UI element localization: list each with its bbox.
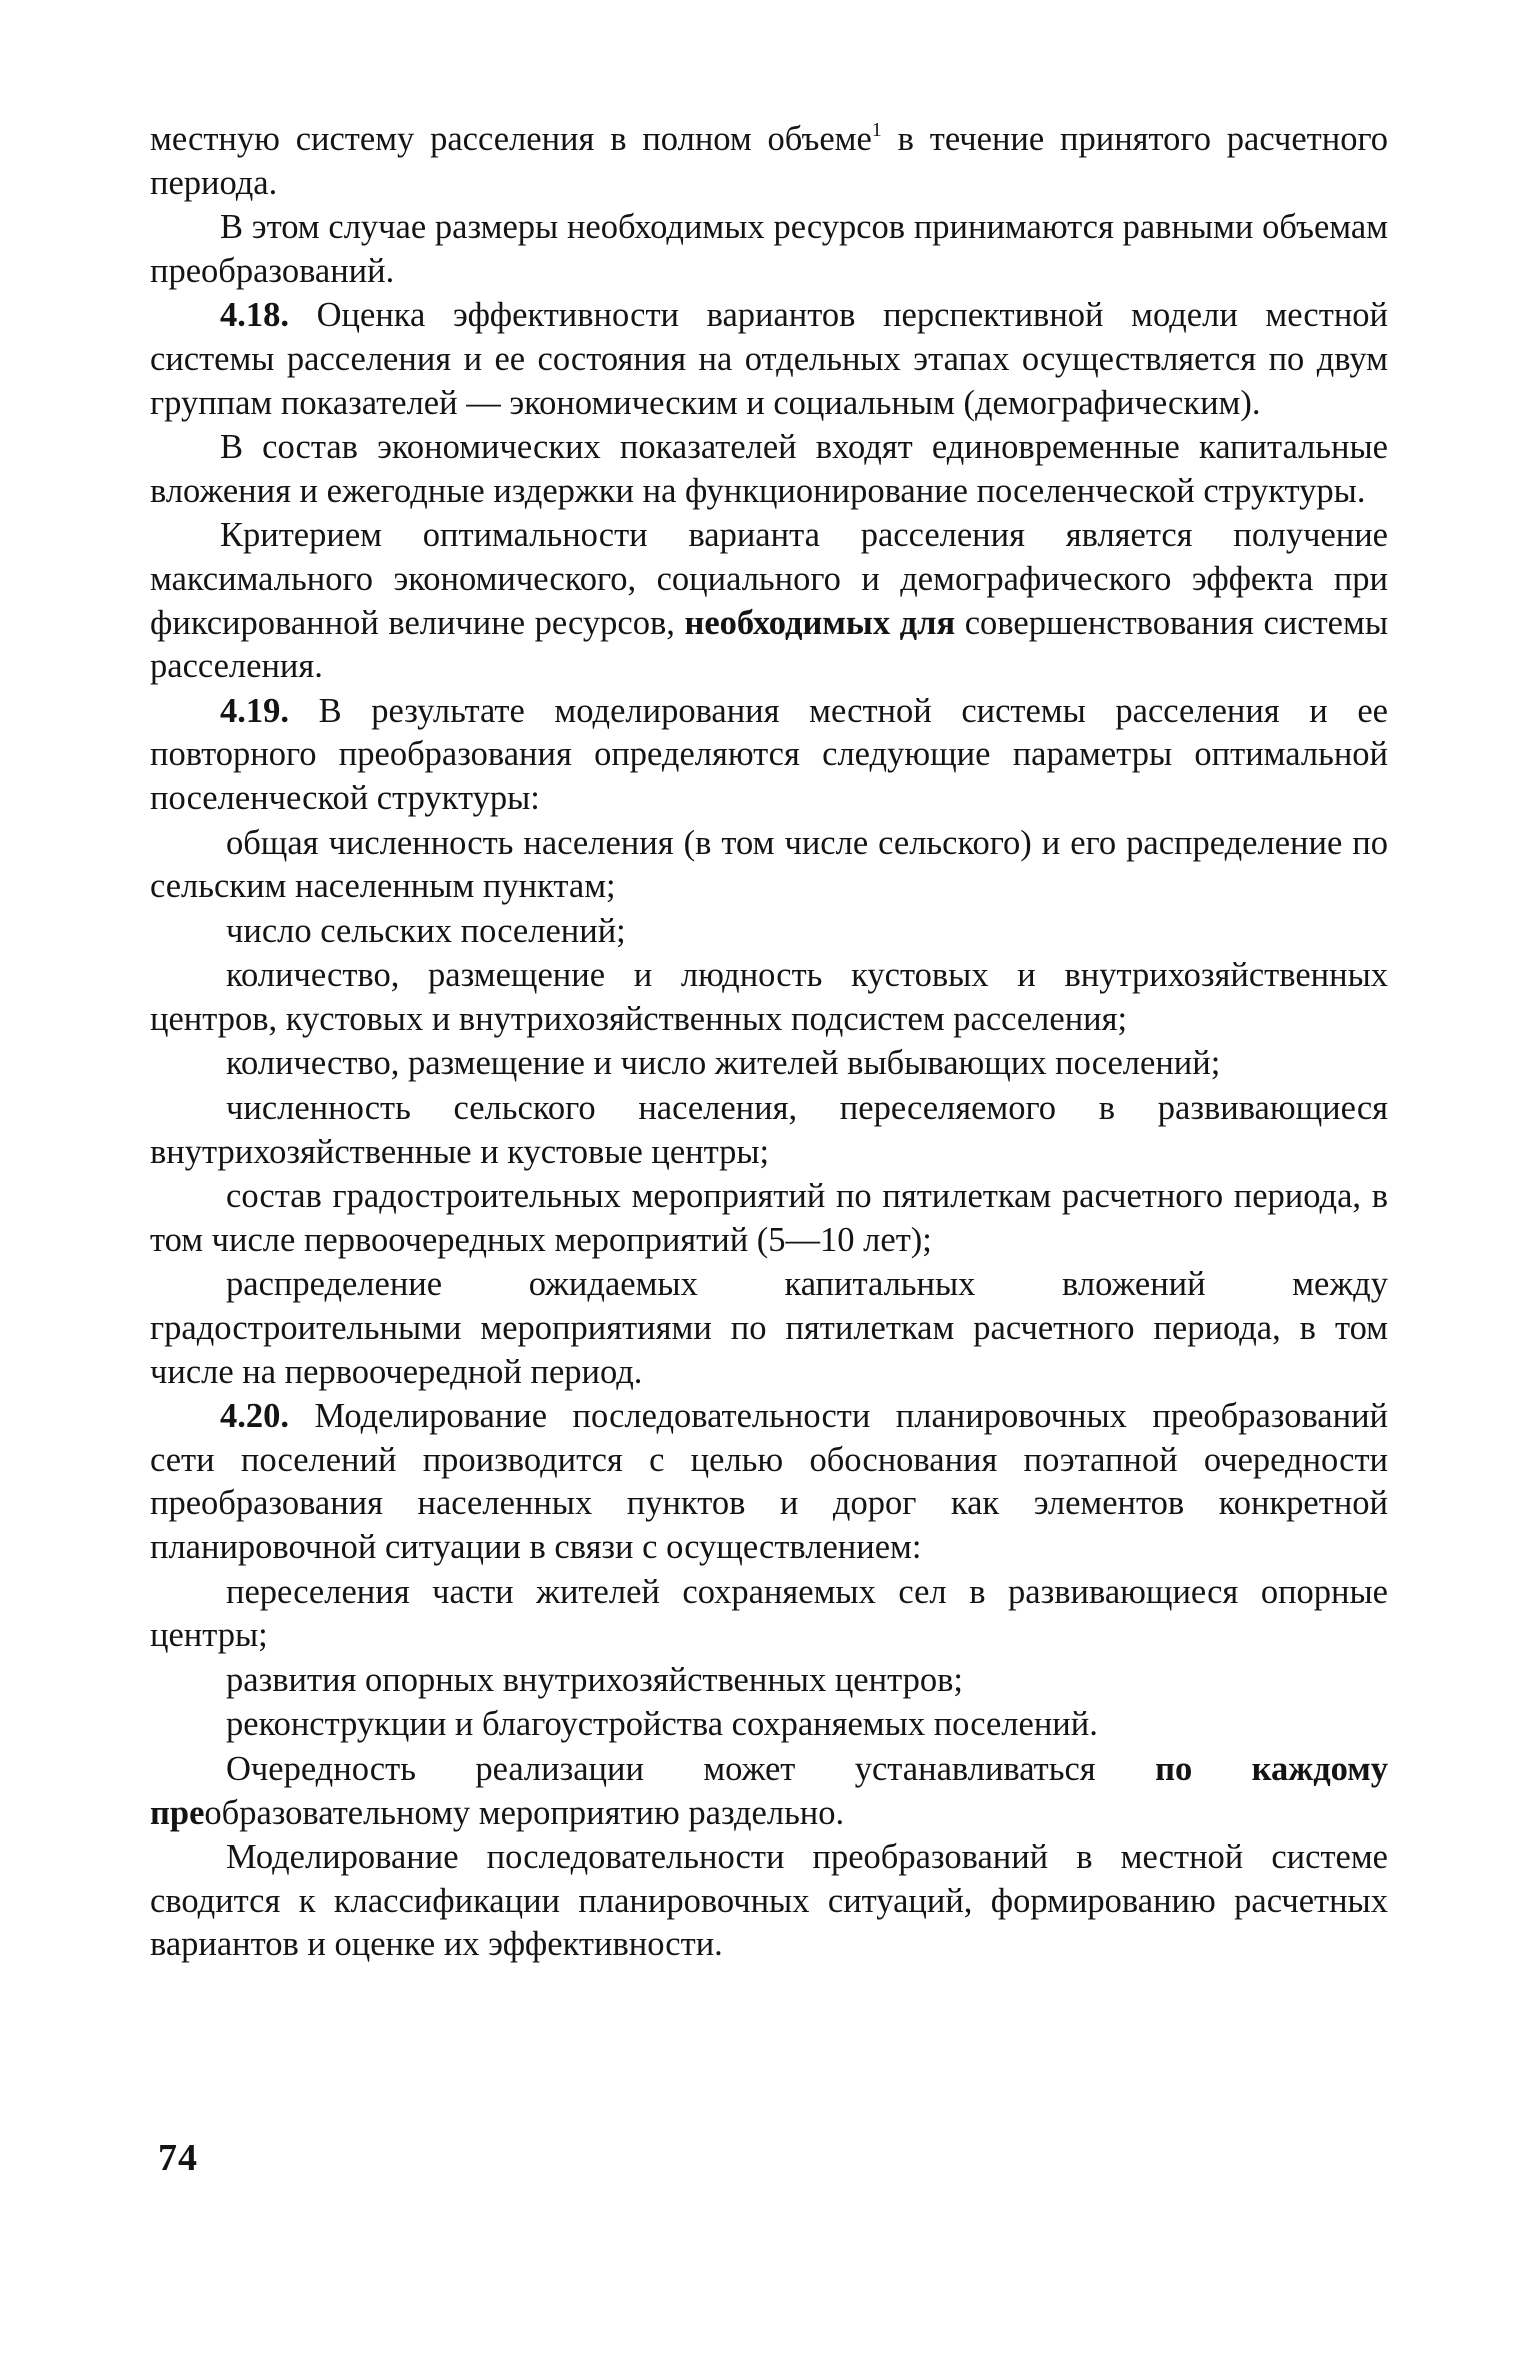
paragraph: переселения части жителей сохраняемых сел в развивающиеся опорные центры; (150, 1572, 1388, 1655)
paragraph: число сельских поселений; (226, 911, 626, 950)
paragraph: развития опорных внутрихозяйственных центров; (226, 1660, 963, 1699)
paragraph: численность сельского населения, переселяемого в развивающиеся внутрихозяйственные и кустовые центры; (150, 1089, 1388, 1171)
paragraph: общая численность населения (в том числе сельского) и его распределение по сельским населенным пунктам; (150, 823, 1388, 906)
paragraph: Критерием оптимальности варианта расселения является получение максимального экономического, социального и демографического эффекта при фиксированной величине ресурсов, необходимых для совершенствования системы расселения. (150, 516, 1388, 686)
paragraph: реконструкции и благоустройства сохраняемых поселений. (226, 1705, 1098, 1744)
paragraph: распределение ожидаемых капитальных вложений между градостроительными мероприятиями по пятилеткам расчетного периода, в том числе на первоочередной период. (150, 1265, 1388, 1391)
paragraph: В состав экономических показателей входят единовременные капитальные вложения и ежегодные издержки на функционирование поселенческой структуры. (150, 428, 1388, 510)
paragraph: Очередность реализации может устанавливаться по каждому преобразовательному мероприятию раздельно. (150, 1749, 1389, 1832)
page-number: 74 (158, 2137, 198, 2179)
paragraph: 4.20. Моделирование последовательности планировочных преобразований сети поселений производится с целью обоснования поэтапной очередности преобразования населенных пунктов и дорог как элементов конкретной планировочной ситуации в связи с осуществлением: (150, 1397, 1388, 1566)
paragraph: количество, размещение и людность кустовых и внутрихозяйственных центров, кустовых и внутрихозяйственных подсистем расселения; (150, 956, 1388, 1038)
paragraph: В этом случае размеры необходимых ресурсов принимаются равными объемам преобразований. (150, 208, 1388, 290)
paragraph: 4.18. Оценка эффективности вариантов перспективной модели местной системы расселения и ее состояния на отдельных этапах осуществляется по двум группам показателей — экономическим и социальным (демографическим). (150, 296, 1388, 422)
paragraph: состав градостроительных мероприятий по пятилеткам расчетного периода, в том числе первоочередных мероприятий (5—10 лет); (150, 1177, 1388, 1259)
paragraph: количество, размещение и число жителей выбывающих поселений; (226, 1044, 1221, 1083)
paragraph: местную систему расселения в полном объеме$^1$ в течение принятого расчетного периода. (150, 119, 1388, 202)
paragraph: Моделирование последовательности преобразований в местной системе сводится к классификации планировочных ситуаций, формированию расчетных вариантов и оценке их эффективности. (150, 1838, 1388, 1964)
paragraph: 4.19. В результате моделирования местной системы расселения и ее повторного преобразования определяются следующие параметры оптимальной поселенческой структуры: (150, 691, 1388, 817)
body-text (150, 118, 1388, 1968)
